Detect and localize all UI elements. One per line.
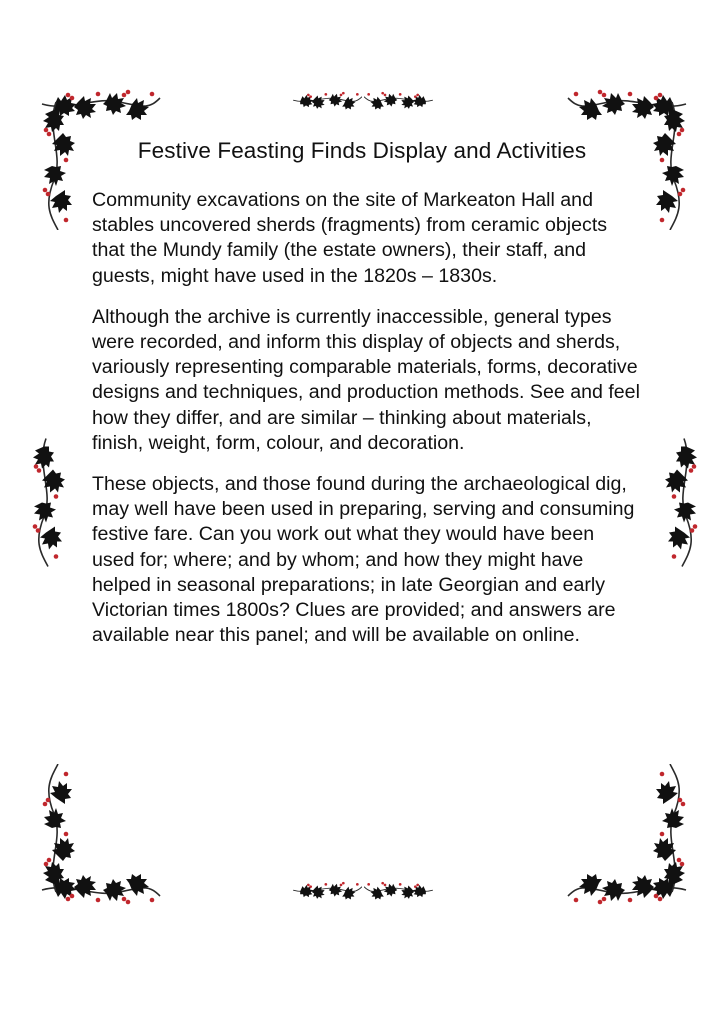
paragraph-archive: Although the archive is currently inaccessible, general types were recorded, and inform this display of objects and sherds, variously representing comparable materials, forms, decorative designs and techniques, and production methods. See and feel how they differ, and are similar – thinking about materials, finish, weight, form, colour, and decoration. (92, 305, 640, 454)
page-title: Festive Feasting Finds Display and Activities (137, 138, 587, 163)
holly-icon (292, 874, 362, 904)
paragraph-activities: These objects, and those found during the archaeological dig, may well have been used in preparing, serving and consuming festive fare. Can you work out what they would have been used for; where; and by whom; and how they might have helped in seasonal preparations; in late Georgian and early Victorian times 1800s? Clues are provided; and answers are available near this panel; and will be available on online. (92, 473, 635, 647)
holly-icon (292, 84, 362, 114)
paragraph-intro: Community excavations on the site of Markeaton Hall and stables uncovered sherds (fragments) from ceramic objects that the Mundy family (the estate owners), their staff, and guests, might have used in the 1820s – 1830s. (92, 189, 608, 287)
holly-icon (26, 434, 66, 574)
holly-icon (364, 874, 434, 904)
holly-icon (664, 434, 704, 574)
holly-icon (364, 84, 434, 114)
holly-icon (562, 764, 692, 914)
holly-icon (36, 764, 166, 914)
body-text (92, 188, 640, 664)
